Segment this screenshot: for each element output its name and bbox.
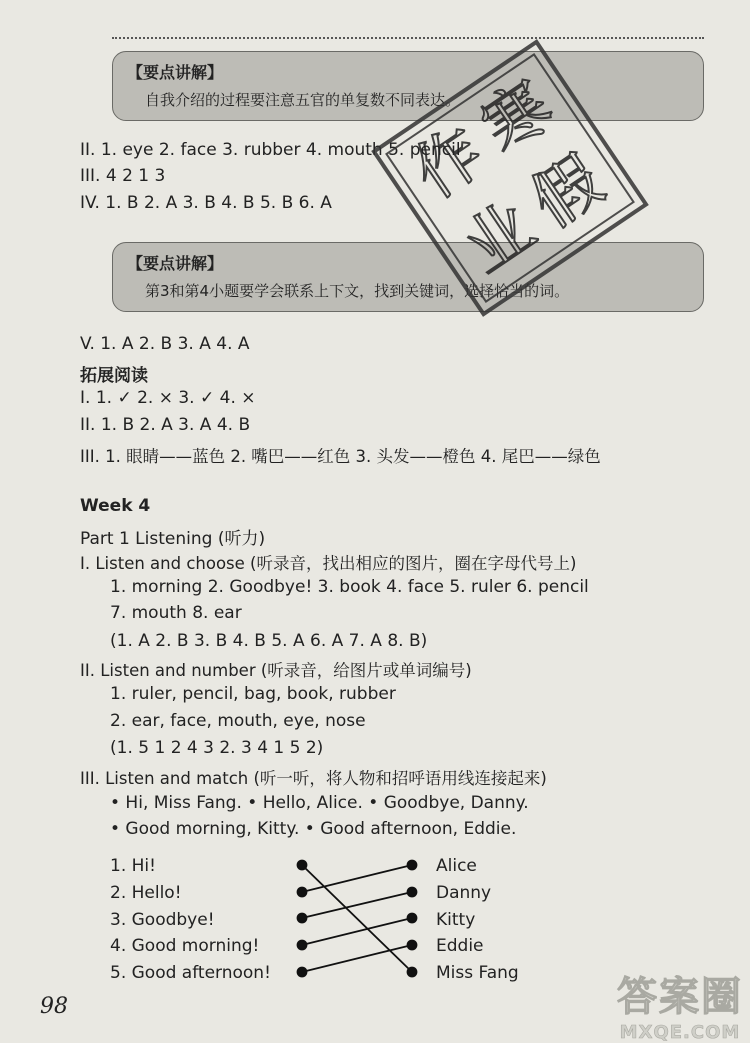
brand-url: MXQE.COM — [619, 1022, 741, 1043]
match-dot — [298, 941, 307, 950]
section-i-line-2: 7. mouth 8. ear — [110, 603, 242, 623]
name-item: Miss Fang — [436, 963, 519, 983]
match-line — [302, 865, 412, 972]
match-dot — [408, 914, 417, 923]
match-dot — [298, 861, 307, 870]
part-title: Part 1 Listening (听力) — [80, 529, 266, 549]
extended-reading-ii: II. 1. B 2. A 3. A 4. B — [80, 415, 251, 435]
extended-reading-i: I. 1. ✓ 2. × 3. ✓ 4. × — [80, 388, 256, 408]
match-dot — [298, 914, 307, 923]
section-iii-line-1: • Hi, Miss Fang. • Hello, Alice. • Goodbye, Danny. — [110, 793, 529, 813]
answer-line-v: V. 1. A 2. B 3. A 4. A — [80, 334, 250, 354]
stamp-char: 假 — [518, 141, 617, 243]
stamp-char: 业 — [450, 187, 549, 288]
stamp-char: 作 — [400, 112, 499, 214]
brand-watermark — [610, 965, 750, 1043]
week-title: Week 4 — [80, 496, 151, 516]
greeting-item: 4. Good morning! — [110, 936, 260, 956]
section-ii-title: II. Listen and number (听录音，给图片或单词编号) — [80, 661, 472, 680]
key-points-box-1 — [112, 51, 704, 121]
match-line — [302, 918, 412, 945]
matching-lines — [290, 852, 430, 982]
name-item: Danny — [436, 883, 492, 903]
extended-reading-title: 拓展阅读 — [80, 366, 148, 386]
extended-reading-iii: III. 1. 眼睛——蓝色 2. 嘴巴——红色 3. 头发——橙色 4. 尾巴——绿色 — [80, 447, 601, 466]
match-dot — [408, 888, 417, 897]
section-ii-line-2: 2. ear, face, mouth, eye, nose — [110, 711, 366, 731]
section-ii-line-1: 1. ruler, pencil, bag, book, rubber — [110, 684, 396, 704]
answer-line-iv: IV. 1. B 2. A 3. B 4. B 5. B 6. A — [80, 193, 332, 213]
greeting-item: 5. Good afternoon! — [110, 963, 271, 983]
match-line — [302, 945, 412, 972]
match-dot — [298, 968, 307, 977]
greeting-item: 1. Hi! — [110, 856, 156, 876]
brand-logo-text: 答案圈 — [617, 974, 743, 1020]
greeting-item: 2. Hello! — [110, 883, 182, 903]
top-dotted-divider — [112, 37, 704, 39]
answer-line-ii: II. 1. eye 2. face 3. rubber 4. mouth 5. pencil — [80, 140, 461, 160]
match-dot — [298, 888, 307, 897]
section-i-line-1: 1. morning 2. Goodbye! 3. book 4. face 5. ruler 6. pencil — [110, 577, 589, 597]
section-iii-line-2: • Good morning, Kitty. • Good afternoon, Eddie. — [110, 819, 517, 839]
stamp-char: 寒 — [468, 66, 567, 168]
match-line — [302, 892, 412, 918]
key-points-label: 【要点讲解】 — [127, 254, 224, 273]
section-iii-title: III. Listen and match (听一听，将人物和招呼语用线连接起来) — [80, 769, 547, 788]
answer-line-iii: III. 4 2 1 3 — [80, 166, 166, 186]
section-i-answer: (1. A 2. B 3. B 4. B 5. A 6. A 7. A 8. B) — [110, 631, 428, 651]
key-points-text: 自我介绍的过程要注意五官的单复数不同表达。 — [145, 91, 461, 109]
match-line — [302, 865, 412, 892]
match-dot — [408, 861, 417, 870]
match-dot — [408, 968, 417, 977]
key-points-text: 第3和第4小题要学会联系上下文，找到关键词，选择恰当的词。 — [145, 282, 570, 300]
name-item: Alice — [436, 856, 477, 876]
name-item: Eddie — [436, 936, 484, 956]
section-ii-answer: (1. 5 1 2 4 3 2. 3 4 1 5 2) — [110, 738, 324, 758]
match-dot — [408, 941, 417, 950]
key-points-box-2 — [112, 242, 704, 312]
name-item: Kitty — [436, 910, 476, 930]
key-points-label: 【要点讲解】 — [127, 63, 224, 82]
section-i-title: I. Listen and choose (听录音，找出相应的图片，圈在字母代号上) — [80, 554, 577, 573]
page-number: 98 — [40, 994, 68, 1019]
greeting-item: 3. Goodbye! — [110, 910, 215, 930]
